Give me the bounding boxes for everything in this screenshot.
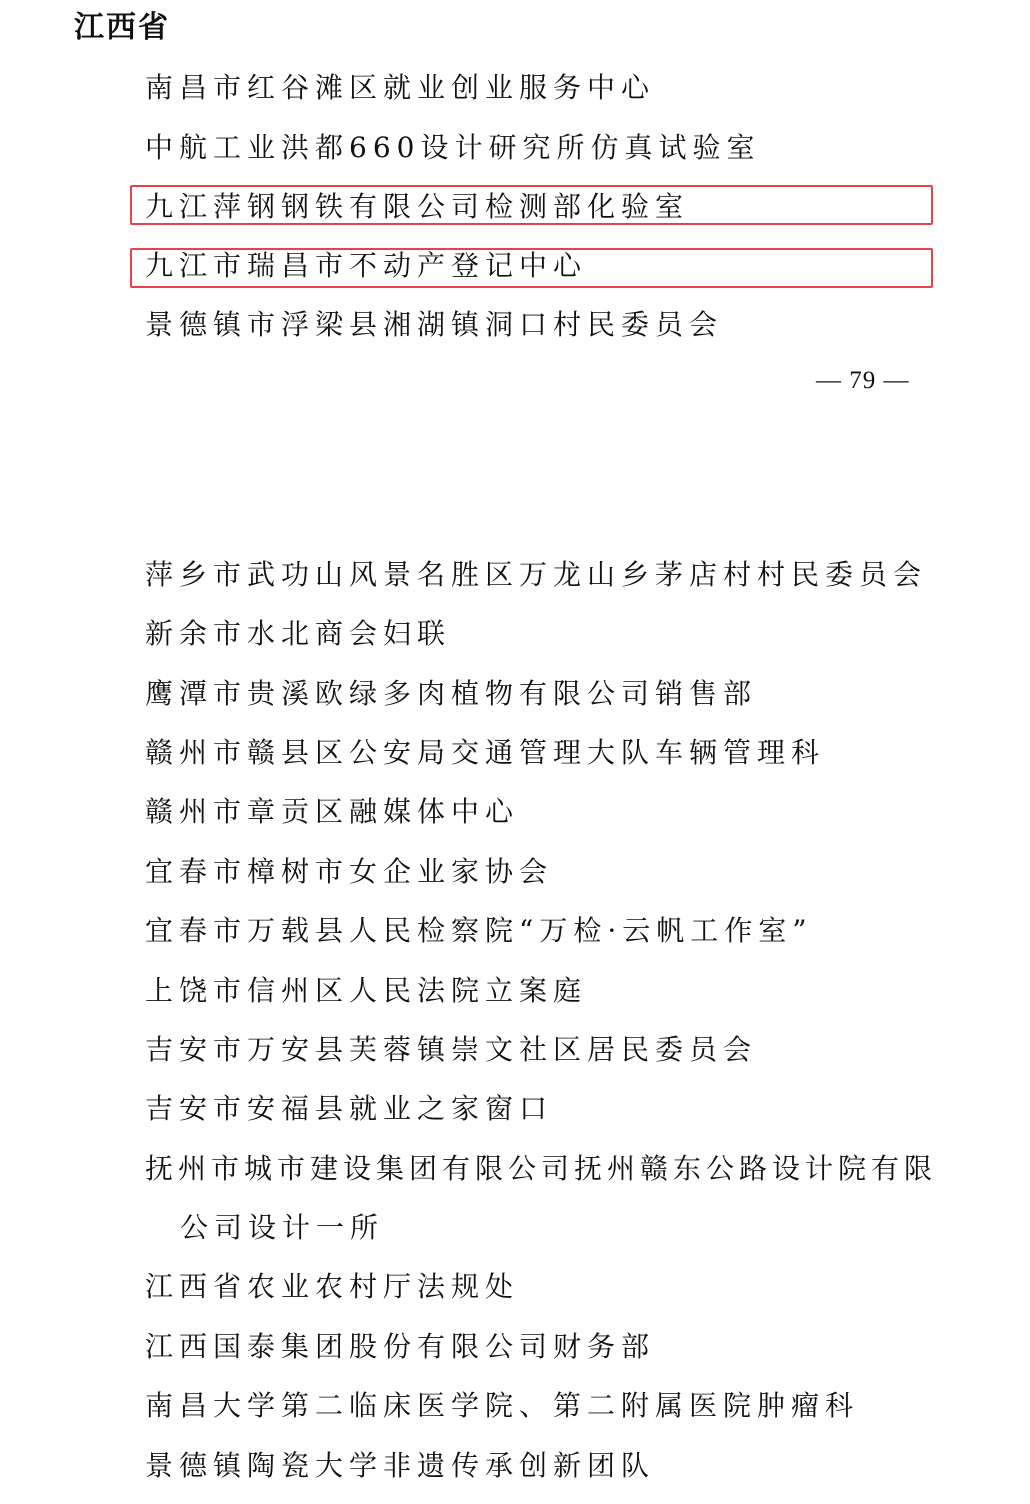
list-item: 赣州市赣县区公安局交通管理大队车辆管理科: [145, 736, 826, 769]
list-item: 南昌市红谷滩区就业创业服务中心: [145, 71, 656, 104]
page-number: — 79 —: [816, 367, 910, 394]
list-item: 吉安市安福县就业之家窗口: [145, 1092, 554, 1125]
list-item: 中航工业洪都660设计研究所仿真试验室: [145, 131, 761, 164]
list-item: 萍乡市武功山风景名胜区万龙山乡茅店村村民委员会: [145, 558, 928, 591]
list-item: 吉安市万安县芙蓉镇崇文社区居民委员会: [145, 1033, 758, 1066]
list-item-highlighted: 九江萍钢钢铁有限公司检测部化验室: [145, 190, 690, 223]
list-item: 景德镇市浮梁县湘湖镇洞口村民委员会: [145, 308, 724, 341]
list-item: 上饶市信州区人民法院立案庭: [145, 974, 588, 1007]
list-item: 新余市水北商会妇联: [145, 617, 452, 650]
province-title: 江西省: [74, 10, 170, 45]
list-item-continuation: 公司设计一所: [180, 1211, 385, 1244]
list-item: 鹰潭市贵溪欧绿多肉植物有限公司销售部: [145, 677, 758, 710]
list-item: 景德镇陶瓷大学非遗传承创新团队: [145, 1449, 656, 1482]
list-item-highlighted: 九江市瑞昌市不动产登记中心: [145, 249, 588, 282]
list-item: 江西省农业农村厅法规处: [145, 1270, 520, 1303]
list-item: 宜春市万载县人民检察院“万检·云帆工作室”: [145, 914, 813, 947]
list-item: 江西国泰集团股份有限公司财务部: [145, 1330, 656, 1363]
list-item: 抚州市城市建设集团有限公司抚州赣东公路设计院有限: [145, 1152, 938, 1185]
list-item: 赣州市章贡区融媒体中心: [145, 795, 520, 828]
list-item: 南昌大学第二临床医学院、第二附属医院肿瘤科: [145, 1389, 860, 1422]
list-item: 宜春市樟树市女企业家协会: [145, 855, 554, 888]
